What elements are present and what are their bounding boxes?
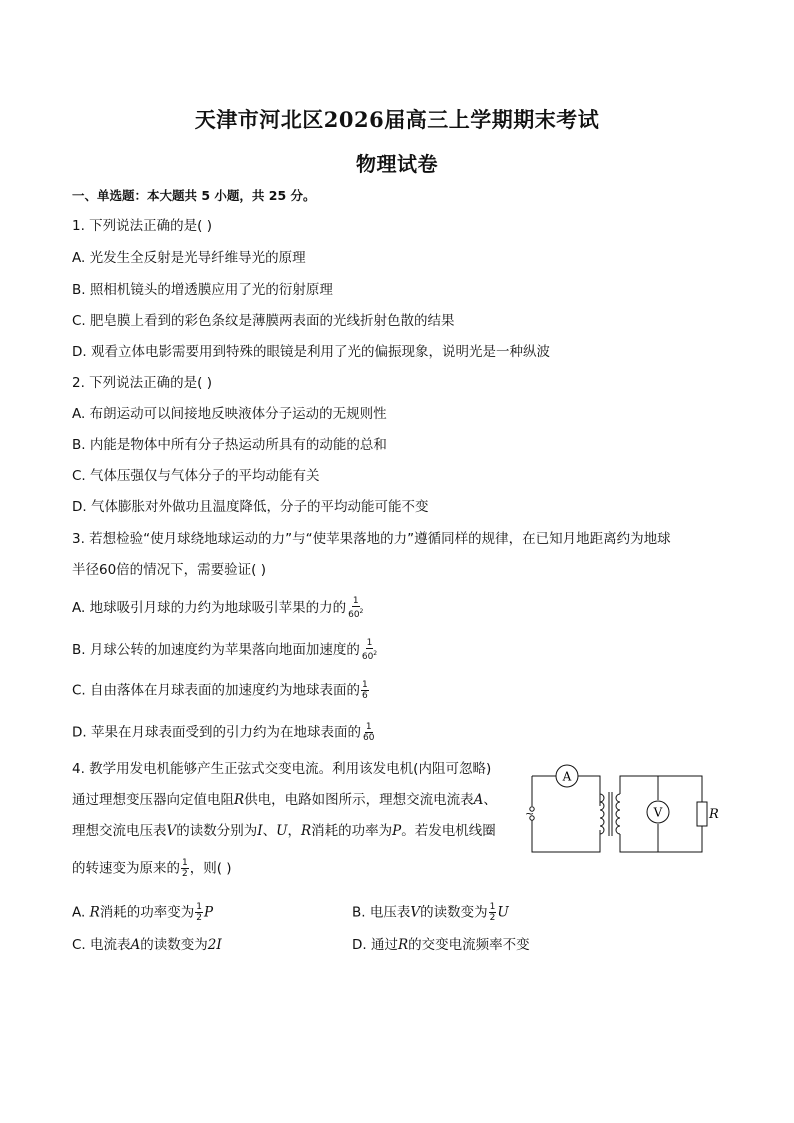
circuit-diagram	[526, 762, 726, 858]
q1-stem: 1. 下列说法正确的是( )	[72, 218, 212, 234]
q4-stem-line1: 4. 教学用发电机能够产生正弦式交变电流。利用该发电机(内阻可忽略)	[72, 761, 492, 777]
fraction: $\frac{1}{60}$	[362, 722, 375, 743]
q2-stem: 2. 下列说法正确的是( )	[72, 375, 212, 391]
q2-option-d: D. 气体膨胀对外做功且温度降低，分子的平均动能可能不变	[72, 499, 429, 515]
q4-option-d: D. 通过R的交变电流频率不变	[352, 937, 530, 953]
resistor	[697, 802, 707, 826]
q3-stem-line2: 半径60倍的情况下，需要验证( )	[72, 562, 267, 578]
ac-source-symbol: ~	[525, 807, 535, 820]
fraction: $\frac{1}{60^2}$	[361, 638, 378, 662]
fraction: $\frac{1}{6}$	[362, 680, 368, 701]
q1-option-c: C. 肥皂膜上看到的彩色条纹是薄膜两表面的光线折射色散的结果	[72, 313, 455, 329]
circuit-wire	[620, 776, 702, 802]
voltmeter-label: V	[653, 805, 663, 820]
q1-option-d: D. 观看立体电影需要用到特殊的眼镜是利用了光的偏振现象，说明光是一种纵波	[72, 344, 550, 360]
circuit-wire	[578, 776, 600, 806]
exam-subtitle: 物理试卷	[356, 152, 438, 176]
q1-option-b: B. 照相机镜头的增透膜应用了光的衍射原理	[72, 282, 333, 298]
q2-option-a: A. 布朗运动可以间接地反映液体分子运动的无规则性	[72, 406, 387, 422]
section-heading: 一、单选题：本大题共 5 小题，共 25 分。	[72, 188, 316, 203]
resistor-label: R	[709, 807, 719, 822]
q4-option-a: A. R消耗的功率变为 $\frac{1}{2}$ P	[72, 902, 214, 923]
q3-option-b-text: B. 月球公转的加速度约为苹果落向地面加速度的	[72, 642, 360, 658]
exam-title: 天津市河北区2026届高三上学期期末考试	[194, 107, 600, 132]
q3-option-c-text: C. 自由落体在月球表面的加速度约为地球表面的	[72, 682, 361, 699]
q2-option-c: C. 气体压强仅与气体分子的平均动能有关	[72, 468, 320, 484]
fraction: $\frac{1}{60^2}$	[348, 596, 364, 620]
q2-option-b: B. 内能是物体中所有分子热运动所具有的动能的总和	[72, 437, 387, 453]
circuit-wire	[532, 820, 600, 852]
q3-option-a	[72, 596, 365, 620]
q3-option-d-text: D. 苹果在月球表面受到的引力约为在地球表面的	[72, 724, 361, 741]
q4-stem-line2: 通过理想变压器向定值电阻R供电，电路如图所示，理想交流电流表A、	[72, 792, 497, 808]
q3-stem-line1: 3. 若想检验“使月球绕地球运动的力”与“使苹果落地的力”遵循同样的规律，在已知月地距离约为地球	[72, 531, 671, 547]
q4-option-b: B. 电压表V的读数变为 $\frac{1}{2}$ U	[352, 902, 509, 923]
fraction: $\frac{1}{2}$	[182, 858, 188, 879]
q1-option-a: A. 光发生全反射是光导纤维导光的原理	[72, 250, 306, 266]
q3-option-d	[72, 722, 376, 743]
secondary-coil	[616, 794, 620, 834]
circuit-wire	[620, 826, 702, 852]
q4-stem-line3: 理想交流电压表V的读数分别为I、U，R消耗的功率为P。若发电机线圈	[72, 823, 496, 839]
q4-option-c: C. 电流表A的读数变为2I	[72, 937, 222, 953]
q3-option-b	[72, 638, 379, 662]
primary-coil	[600, 794, 604, 834]
fraction: $\frac{1}{2}$	[489, 902, 496, 923]
fraction: $\frac{1}{2}$	[196, 902, 202, 923]
q3-option-a-text: A. 地球吸引月球的力约为地球吸引苹果的力的	[72, 600, 347, 616]
q3-option-c	[72, 680, 370, 701]
q4-stem-line4: 的转速变为原来的 $\frac{1}{2}$ ，则( )	[72, 858, 232, 879]
ammeter-label: A	[562, 769, 572, 784]
